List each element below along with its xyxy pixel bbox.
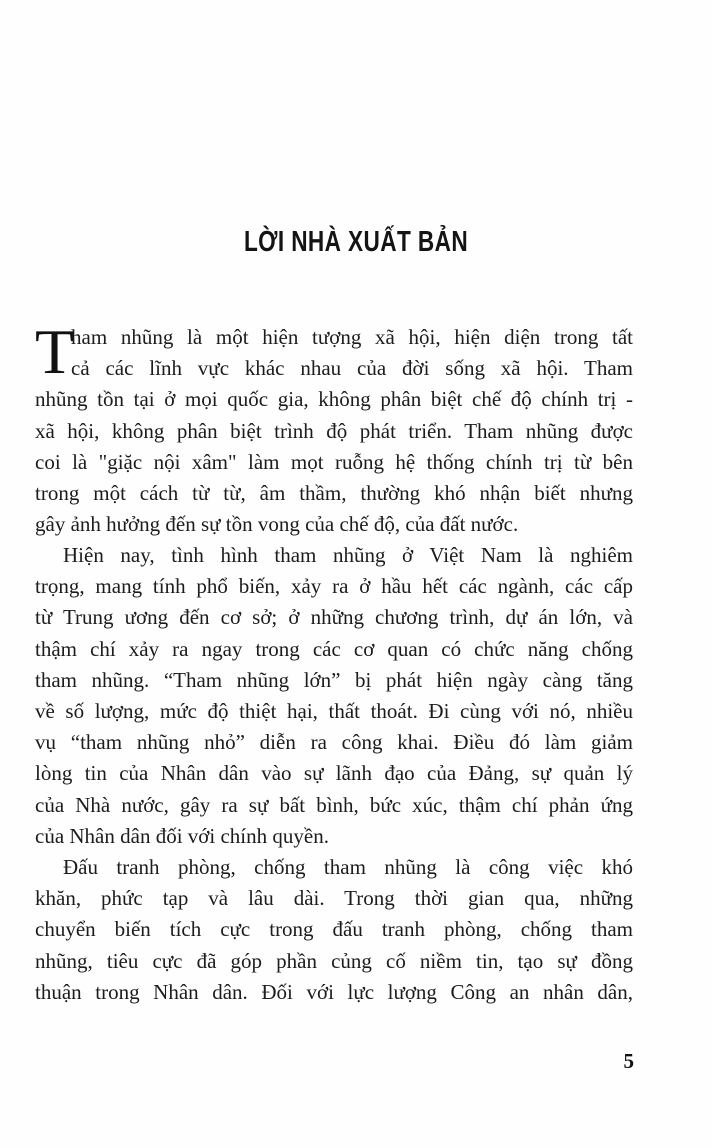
text-line: chuyển biến tích cực trong đấu tranh phòng, chống tham	[35, 917, 633, 942]
text-line: Đấu tranh phòng, chống tham nhũng là công việc khó	[63, 855, 633, 879]
text-line: tham nhũng. “Tham nhũng lớn” bị phát hiện ngày càng tăng	[35, 667, 633, 692]
text-line: thuận trong Nhân dân. Đối với lực lượng Công an nhân dân,	[35, 979, 633, 1004]
paragraph-2	[35, 540, 633, 852]
text-line: lòng tin của Nhân dân vào sự lãnh đạo của Đảng, sự quản lý	[35, 761, 633, 786]
text-line: gây ảnh hưởng đến sự tồn vong của chế độ, của đất nước.	[35, 512, 519, 537]
text-line: khăn, phức tạp và lâu dài. Trong thời gian qua, những	[35, 886, 633, 911]
text-line: ham nhũng là một hiện tượng xã hội, hiện diện trong tất	[71, 325, 633, 349]
text-line: thậm chí xảy ra ngay trong các cơ quan có chức năng chống	[35, 636, 633, 661]
text-line: của Nhà nước, gây ra sự bất bình, bức xúc, thậm chí phản ứng	[35, 792, 633, 817]
text-line: nhũng tồn tại ở mọi quốc gia, không phân biệt chế độ chính trị -	[35, 387, 633, 412]
text-line: của Nhân dân đối với chính quyền.	[35, 823, 329, 848]
text-line: Hiện nay, tình hình tham nhũng ở Việt Nam là nghiêm	[63, 543, 633, 567]
paragraph-3	[35, 852, 633, 1008]
text-line: từ Trung ương đến cơ sở; ở những chương trình, dự án lớn, và	[35, 605, 633, 630]
text-line: vụ “tham nhũng nhỏ” diễn ra công khai. Điều đó làm giảm	[35, 730, 633, 755]
text-line: xã hội, không phân biệt trình độ phát triển. Tham nhũng được	[35, 418, 633, 443]
page-title: LỜI NHÀ XUẤT BẢN	[243, 226, 469, 258]
text-line: coi là "giặc nội xâm" làm mọt ruỗng hệ thống chính trị từ bên	[35, 449, 633, 474]
page-number: 5	[623, 1049, 634, 1073]
drop-cap-letter: T	[35, 316, 75, 387]
text-line: trọng, mang tính phổ biến, xảy ra ở hầu hết các ngành, các cấp	[35, 574, 633, 599]
text-line: nhũng, tiêu cực đã góp phần củng cố niềm tin, tạo sự đồng	[35, 948, 633, 973]
paragraph-1	[35, 316, 633, 540]
text-line: cả các lĩnh vực khác nhau của đời sống xã hội. Tham	[71, 356, 633, 381]
text-line: về số lượng, mức độ thiệt hại, thất thoát. Đi cùng với nó, nhiều	[35, 698, 633, 723]
text-line: trong một cách từ từ, âm thầm, thường khó nhận biết nhưng	[35, 480, 633, 505]
